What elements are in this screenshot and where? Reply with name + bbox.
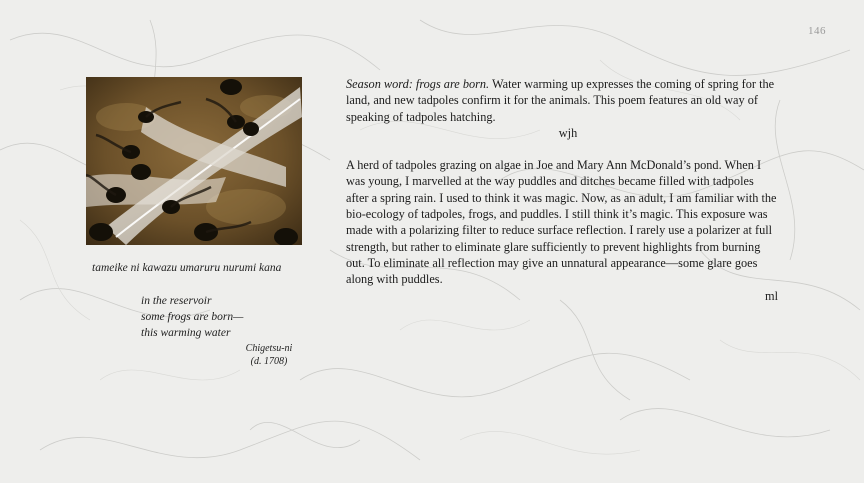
commentary-paragraph-1 (346, 76, 778, 125)
tadpoles-photo (86, 77, 302, 245)
page-number: 146 (808, 25, 826, 37)
commentary-paragraph-2: A herd of tadpoles grazing on algae in Joe and Mary Ann McDonald’s pond. When I was young, I marvelled at the way puddles and ditches became filled with tadpoles after a spring rain. I used to think it was magic. Now, as an adult, I am familiar with the bio-ecology of tadpoles, frogs, and puddles. I still think it’s magic. This exposure was made with a polarizing filter to reduce surface reflection. I rarely use a polarizer at full strength, but rather to eliminate glare sufficiently to prevent highlights from burning out. To eliminate all reflection may give an unnatural appearance—some glare goes along with puddles. (346, 158, 777, 287)
haiku-romaji: tameike ni kawazu umaruru nurumi kana (92, 262, 282, 274)
haiku-line: this warming water (141, 327, 231, 339)
tadpoles-photo-illustration (86, 77, 302, 245)
haiku-line: some frogs are born— (141, 311, 244, 323)
season-word-label: Season word: frogs are born. (346, 77, 490, 91)
haiku-line: in the reservoir (141, 295, 212, 307)
commentary (346, 76, 778, 304)
haiku-attribution (238, 342, 300, 368)
haiku-poem (141, 293, 301, 341)
haiku-date: (d. 1708) (250, 356, 288, 367)
signature-wjh: wjh (558, 125, 578, 140)
signature-ml: ml (765, 288, 778, 303)
haiku-author: Chigetsu-ni (245, 343, 293, 354)
commentary-text-1: Water warming up expresses the coming of spring for the land, and new tadpoles confirm it for the animals. This poem features an old way of speaking of tadpoles hatching. (346, 77, 775, 124)
